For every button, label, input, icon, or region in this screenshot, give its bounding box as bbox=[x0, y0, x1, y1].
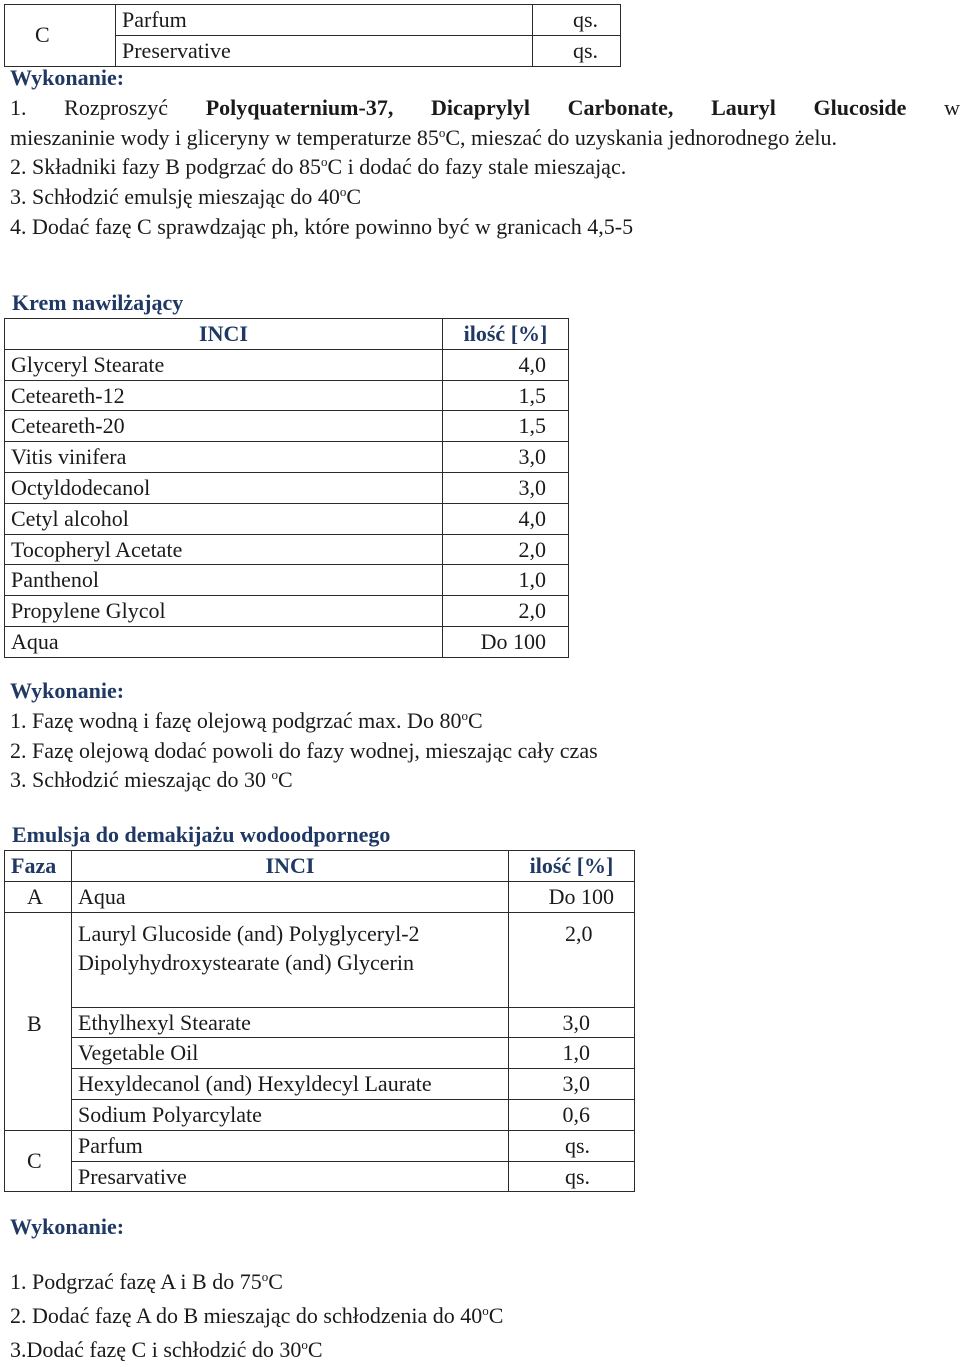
inci-cell: Vitis vinifera bbox=[5, 442, 443, 473]
inci-cell: Presarvative bbox=[72, 1161, 509, 1192]
inci-cell: Cetyl alcohol bbox=[5, 503, 443, 534]
amount-cell: 1,0 bbox=[443, 565, 569, 596]
amount-cell: 4,0 bbox=[443, 503, 569, 534]
step-line bbox=[10, 182, 960, 212]
ingredient-name: Dicaprylyl bbox=[431, 94, 530, 120]
step-line bbox=[10, 765, 960, 795]
amount-header: ilość [%] bbox=[509, 851, 635, 882]
amount-cell: 0,6 bbox=[509, 1099, 635, 1130]
ingredient-name: Polyquaternium-37, bbox=[205, 94, 394, 120]
step-text: 3.Dodać fazę C i schłodzić do 30 bbox=[10, 1336, 302, 1362]
inci-cell: Sodium Polyarcylate bbox=[72, 1099, 509, 1130]
step-number: 1. bbox=[10, 94, 27, 120]
amount-cell: 4,0 bbox=[443, 349, 569, 380]
degree-sup: o bbox=[271, 767, 278, 783]
amount-cell: Do 100 bbox=[509, 881, 635, 912]
inci-cell: Vegetable Oil bbox=[72, 1038, 509, 1069]
degree-sup: o bbox=[301, 1336, 308, 1352]
table-row bbox=[5, 1038, 635, 1069]
amount-header: ilość [%] bbox=[443, 319, 569, 350]
step-line bbox=[10, 736, 960, 766]
inci-cell: Parfum bbox=[72, 1130, 509, 1161]
inci-cell: Tocopheryl Acetate bbox=[5, 534, 443, 565]
amount-cell: Do 100 bbox=[443, 626, 569, 657]
step-text: 2. Dodać fazę A do B mieszając do schłodzenia do 40 bbox=[10, 1302, 483, 1328]
step-line bbox=[10, 1265, 960, 1299]
amount-cell: 1,5 bbox=[443, 380, 569, 411]
step-text: 4. Dodać fazę C sprawdzając ph, które powinno być w granicach 4,5-5 bbox=[10, 213, 634, 239]
spacer bbox=[10, 1242, 960, 1265]
inci-header: INCI bbox=[72, 851, 509, 882]
step-text: 1. Podgrzać fazę A i B do 75 bbox=[10, 1268, 262, 1294]
ingredient-name: Carbonate, bbox=[567, 94, 674, 120]
amount-cell: 2,0 bbox=[443, 534, 569, 565]
inci-cell: Aqua bbox=[72, 881, 509, 912]
section-heading: Wykonanie: bbox=[10, 65, 125, 90]
recipe-title: Krem nawilżający bbox=[12, 290, 184, 315]
table-row bbox=[5, 1161, 635, 1192]
degree-sup: o bbox=[339, 184, 347, 200]
inci-cell: Parfum bbox=[116, 5, 533, 36]
step-text: C, mieszać do uzyskania jednorodnego żelu. bbox=[445, 124, 837, 150]
phase-label: C bbox=[5, 5, 116, 67]
amount-cell: 2,0 bbox=[443, 596, 569, 627]
section-heading: Wykonanie: bbox=[10, 678, 125, 703]
step-text: 2. Fazę olejową dodać powoli do fazy wodnej, mieszając cały czas bbox=[10, 737, 598, 763]
step-text: mieszaninie wody i gliceryny w temperaturze 85 bbox=[10, 124, 439, 150]
table-row bbox=[5, 380, 569, 411]
step-text: 2. Składniki fazy B podgrzać do 85 bbox=[10, 154, 321, 180]
amount-cell: qs. bbox=[509, 1161, 635, 1192]
step-line bbox=[10, 212, 960, 242]
inci-cell: Preservative bbox=[116, 35, 533, 66]
step-text: C bbox=[277, 767, 293, 793]
step-line bbox=[10, 706, 960, 736]
step-line bbox=[10, 1299, 960, 1333]
step-text: 3. Schłodzić emulsję mieszając do 40 bbox=[10, 184, 340, 210]
phase-label-empty bbox=[5, 912, 72, 1007]
degree-sup: o bbox=[321, 154, 328, 170]
amount-cell: 1,5 bbox=[443, 411, 569, 442]
amount-cell: 3,0 bbox=[443, 442, 569, 473]
amount-cell: qs. bbox=[533, 35, 621, 66]
ingredient-name: Lauryl bbox=[711, 94, 776, 120]
step-text: 1. Fazę wodną i fazę olejową podgrzać max. Do 80 bbox=[10, 707, 462, 733]
inci-cell: Ceteareth-12 bbox=[5, 380, 443, 411]
inci-cell: Aqua bbox=[5, 626, 443, 657]
inci-line: Dipolyhydroxystearate (and) Glycerin bbox=[78, 950, 414, 976]
amount-cell: 3,0 bbox=[443, 472, 569, 503]
phase-label: B bbox=[5, 1007, 72, 1130]
section-heading: Wykonanie: bbox=[10, 1214, 125, 1239]
table-row bbox=[5, 1007, 635, 1038]
amount-cell: qs. bbox=[533, 5, 621, 36]
inci-cell bbox=[72, 912, 509, 1007]
inci-header: INCI bbox=[5, 319, 443, 350]
step-text: Rozproszyć bbox=[64, 94, 169, 120]
ingredient-name: Glucoside bbox=[813, 94, 907, 120]
step-text: w bbox=[944, 94, 960, 120]
step-line bbox=[10, 93, 960, 123]
preparation-steps-3 bbox=[10, 1212, 960, 1367]
degree-sup: o bbox=[261, 1268, 269, 1284]
step-line bbox=[10, 152, 960, 182]
amount-cell: 3,0 bbox=[509, 1069, 635, 1100]
degree-sup: o bbox=[461, 707, 468, 723]
inci-line: Lauryl Glucoside (and) Polyglyceryl-2 bbox=[78, 920, 420, 946]
table-row bbox=[5, 626, 569, 657]
inci-cell: Propylene Glycol bbox=[5, 596, 443, 627]
step-text: C bbox=[467, 707, 483, 733]
amount-cell: qs. bbox=[509, 1130, 635, 1161]
recipe-title: Emulsja do demakijażu wodoodpornego bbox=[12, 822, 391, 847]
inci-cell: Octyldodecanol bbox=[5, 472, 443, 503]
step-line bbox=[10, 123, 960, 153]
inci-cell: Ceteareth-20 bbox=[5, 411, 443, 442]
phase-c-top-table bbox=[4, 4, 621, 67]
inci-cell: Panthenol bbox=[5, 565, 443, 596]
table-row bbox=[5, 442, 569, 473]
table-row bbox=[5, 1099, 635, 1130]
step-text: C bbox=[307, 1336, 323, 1362]
preparation-steps-1 bbox=[10, 63, 960, 242]
krem-ingredients-table bbox=[4, 318, 569, 658]
amount-cell: 3,0 bbox=[509, 1007, 635, 1038]
table-row bbox=[5, 1069, 635, 1100]
step-text: C bbox=[268, 1268, 283, 1294]
amount-cell: 2,0 bbox=[509, 912, 635, 1007]
degree-sup: o bbox=[438, 124, 446, 140]
inci-cell: Ethylhexyl Stearate bbox=[72, 1007, 509, 1038]
table-row bbox=[5, 596, 569, 627]
degree-sup: o bbox=[482, 1302, 489, 1318]
inci-cell: Glyceryl Stearate bbox=[5, 349, 443, 380]
step-text: C bbox=[346, 184, 362, 210]
emulsja-ingredients-table bbox=[4, 850, 635, 1192]
step-text: 3. Schłodzić mieszając do 30 bbox=[10, 767, 272, 793]
table-row bbox=[5, 411, 569, 442]
preparation-steps-2 bbox=[10, 676, 960, 795]
phase-header: Faza bbox=[5, 851, 72, 882]
table-row bbox=[5, 565, 569, 596]
inci-cell: Hexyldecanol (and) Hexyldecyl Laurate bbox=[72, 1069, 509, 1100]
step-text: C i dodać do fazy stale mieszając. bbox=[327, 154, 627, 180]
table-row bbox=[5, 534, 569, 565]
phase-label: C bbox=[5, 1130, 72, 1192]
step-text: C bbox=[488, 1302, 504, 1328]
phase-label: A bbox=[5, 881, 72, 912]
table-row bbox=[5, 472, 569, 503]
table-row bbox=[5, 349, 569, 380]
table-row bbox=[5, 503, 569, 534]
table-row bbox=[5, 1130, 635, 1161]
amount-cell: 1,0 bbox=[509, 1038, 635, 1069]
